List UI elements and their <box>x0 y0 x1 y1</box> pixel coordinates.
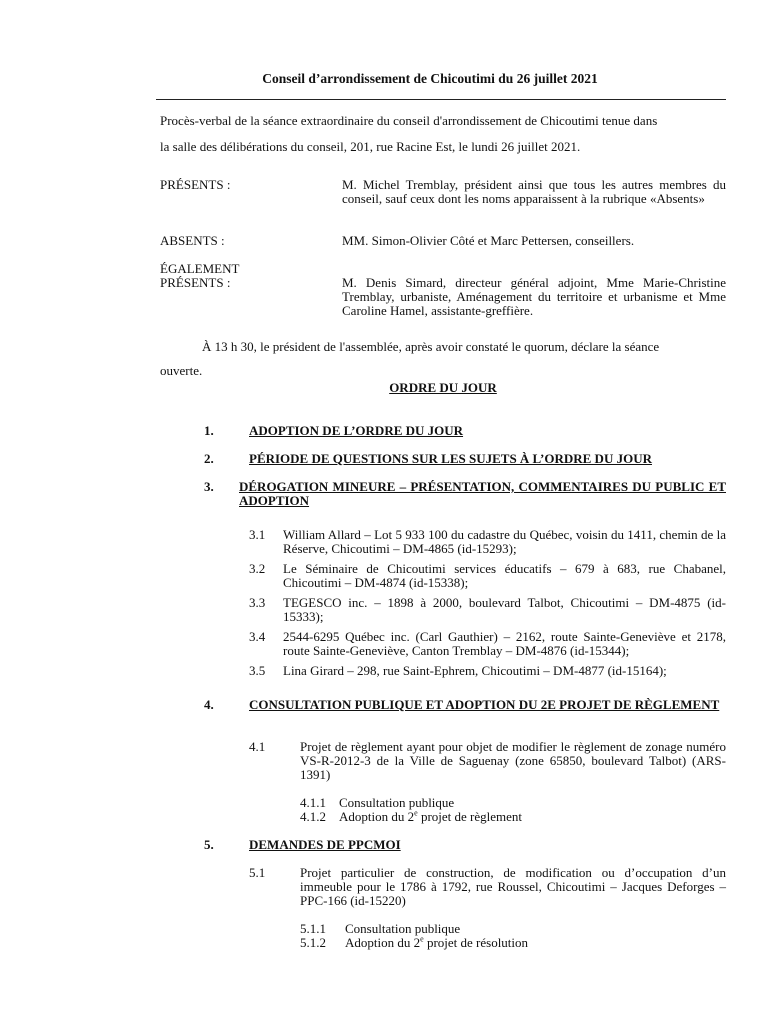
subitem-3-3-number: 3.3 <box>249 595 266 610</box>
opening-line-2: ouverte. <box>160 363 203 378</box>
subsub-5-1-2-number: 5.1.2 <box>300 935 326 950</box>
subsub-5-1-2-text: Adoption du 2e projet de résolution <box>345 934 529 950</box>
agenda-item-3-title: DÉROGATION MINEURE – PRÉSENTATION, COMMENTAIRES DU PUBLIC ET ADOPTION <box>239 479 726 508</box>
subitem-3-1-number: 3.1 <box>249 527 266 542</box>
subitem-3-4-number: 3.4 <box>249 629 266 644</box>
title-divider <box>156 99 726 100</box>
agenda-item-3-number: 3. <box>204 479 214 494</box>
agenda-item-1-number: 1. <box>204 423 214 438</box>
agenda-item-1-title: ADOPTION DE L’ORDRE DU JOUR <box>249 423 464 438</box>
intro-line-2: la salle des délibérations du conseil, 201, rue Racine Est, le lundi 26 juillet 2021. <box>160 139 581 154</box>
subitem-3-5-number: 3.5 <box>249 663 266 678</box>
absents-text: MM. Simon-Olivier Côté et Marc Pettersen, conseillers. <box>342 233 635 248</box>
subitem-5-1-number: 5.1 <box>249 865 266 880</box>
subsub-4-1-2-number: 4.1.2 <box>300 809 326 824</box>
opening-paragraph <box>160 334 726 384</box>
subsub-4-1-2-text: Adoption du 2e projet de règlement <box>339 808 523 824</box>
subsub-5-1-1-text: Consultation publique <box>345 921 461 936</box>
agenda-item-2-title: PÉRIODE DE QUESTIONS SUR LES SUJETS À L’ORDRE DU JOUR <box>249 451 652 466</box>
subitem-3-4-text: 2544-6295 Québec inc. (Carl Gauthier) – 2162, route Sainte-Geneviève et 2178, route Sainte-Geneviève, Canton Tremblay – DM-4876 (id-15344); <box>283 629 726 658</box>
subitem-3-2-text: Le Séminaire de Chicoutimi services éducatifs – 679 à 683, rue Chabanel, Chicoutimi – DM-4874 (id-15338); <box>283 561 726 590</box>
agenda-heading: ORDRE DU JOUR <box>389 380 497 395</box>
egalement-label-line-1: ÉGALEMENT <box>160 261 240 276</box>
egalement-text: M. Denis Simard, directeur général adjoint, Mme Marie-Christine Tremblay, urbaniste, Aménagement du territoire et urbanisme et Mme Caroline Hamel, assistante-greffière. <box>342 275 726 318</box>
egalement-label-line-2: PRÉSENTS : <box>160 275 231 290</box>
subsub-4-1-1-text: Consultation publique <box>339 795 455 810</box>
subitem-3-1-text: William Allard – Lot 5 933 100 du cadastre du Québec, voisin du 1411, chemin de la Réserve, Chicoutimi – DM-4865 (id-15293); <box>283 527 726 556</box>
subsub-4-1-1-number: 4.1.1 <box>300 795 326 810</box>
subitem-3-3-text: TEGESCO inc. – 1898 à 2000, boulevard Talbot, Chicoutimi – DM-4875 (id-15333); <box>283 595 726 624</box>
page-title: Conseil d’arrondissement de Chicoutimi du 26 juillet 2021 <box>262 71 598 86</box>
subitem-4-1-number: 4.1 <box>249 739 266 754</box>
subitem-3-2-number: 3.2 <box>249 561 266 576</box>
intro-paragraph <box>160 108 726 160</box>
absents-label: ABSENTS : <box>160 233 225 248</box>
subitem-3-5-text: Lina Girard – 298, rue Saint-Ephrem, Chicoutimi – DM-4877 (id-15164); <box>283 663 667 678</box>
subsub-5-1-1-number: 5.1.1 <box>300 921 326 936</box>
opening-line-1: À 13 h 30, le président de l'assemblée, après avoir constaté le quorum, déclare la séance <box>202 339 660 354</box>
intro-line-1: Procès-verbal de la séance extraordinaire du conseil d'arrondissement de Chicoutimi tenue dans <box>160 113 658 128</box>
agenda-item-5-title: DEMANDES DE PPCMOI <box>249 837 401 852</box>
agenda-item-5-number: 5. <box>204 837 214 852</box>
agenda-item-4-number: 4. <box>204 697 214 712</box>
presents-text: M. Michel Tremblay, président ainsi que tous les autres membres du conseil, sauf ceux dont les noms apparaissent à la rubrique «Absents» <box>342 177 726 206</box>
presents-label: PRÉSENTS : <box>160 177 231 192</box>
subitem-5-1-text: Projet particulier de construction, de modification ou d’occupation d’un immeuble pour le 1786 à 1792, rue Roussel, Chicoutimi – Jacques Deforges – PPC-166 (id-15220) <box>300 865 726 908</box>
subitem-4-1-text: Projet de règlement ayant pour objet de modifier le règlement de zonage numéro VS-R-2012-3 de la Ville de Saguenay (zone 65850, boulevard Talbot) (ARS-1391) <box>300 739 726 782</box>
agenda-item-2-number: 2. <box>204 451 214 466</box>
agenda-item-4-title: CONSULTATION PUBLIQUE ET ADOPTION DU 2E PROJET DE RÈGLEMENT <box>249 697 720 712</box>
